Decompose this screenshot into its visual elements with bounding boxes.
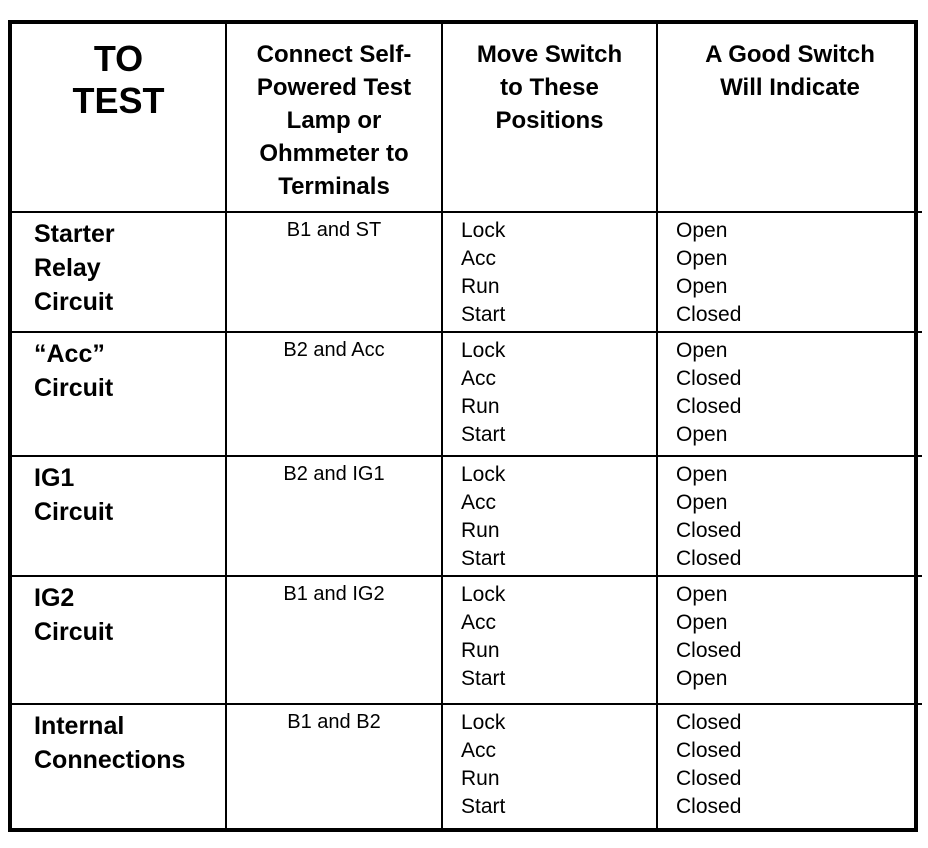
row-name-line: Relay <box>34 254 101 282</box>
row-positions <box>442 212 657 332</box>
header-move <box>442 24 657 212</box>
position: Lock <box>461 583 506 606</box>
row-name <box>12 332 226 456</box>
row-name-line: Internal <box>34 712 125 740</box>
position: Lock <box>461 711 506 734</box>
header-connect <box>226 24 442 212</box>
switch-test-table <box>8 20 918 832</box>
position: Run <box>461 519 500 542</box>
header-move-line: Move Switch <box>476 41 623 68</box>
result: Closed <box>676 367 742 390</box>
result: Closed <box>676 711 742 734</box>
result: Closed <box>676 639 742 662</box>
position: Start <box>461 547 506 570</box>
result: Closed <box>676 303 742 326</box>
table-row <box>12 332 922 456</box>
table-row <box>12 212 922 332</box>
position: Acc <box>461 739 497 762</box>
position: Run <box>461 767 500 790</box>
row-terminals: B2 and Acc <box>226 332 442 456</box>
table-row <box>12 456 922 576</box>
row-name-line: Circuit <box>34 498 114 526</box>
row-name-line: IG1 <box>34 464 75 492</box>
row-positions <box>442 704 657 828</box>
header-to-test <box>12 24 226 212</box>
result: Closed <box>676 519 742 542</box>
table-row <box>12 576 922 704</box>
header-connect-line: Lamp or <box>286 107 382 134</box>
position: Acc <box>461 611 497 634</box>
result: Closed <box>676 547 742 570</box>
result: Open <box>676 611 728 634</box>
result: Closed <box>676 739 742 762</box>
table-row <box>12 704 922 828</box>
result: Open <box>676 463 728 486</box>
header-row <box>12 24 922 212</box>
result: Closed <box>676 767 742 790</box>
header-connect-line: Powered Test <box>256 74 412 101</box>
row-name-line: Starter <box>34 220 115 248</box>
header-indicate-line: A Good Switch <box>705 41 875 68</box>
position: Lock <box>461 219 506 242</box>
row-results <box>657 576 922 704</box>
result: Open <box>676 339 728 362</box>
row-terminals: B1 and IG2 <box>226 576 442 704</box>
row-name-line: Connections <box>34 746 186 774</box>
position: Run <box>461 275 500 298</box>
row-results <box>657 456 922 576</box>
row-terminals: B2 and IG1 <box>226 456 442 576</box>
row-terminals: B1 and B2 <box>226 704 442 828</box>
header-move-line: Positions <box>495 107 604 134</box>
result: Closed <box>676 395 742 418</box>
position: Lock <box>461 339 506 362</box>
row-name <box>12 456 226 576</box>
row-positions <box>442 332 657 456</box>
header-to-test-line: TO <box>93 38 144 79</box>
result: Open <box>676 247 728 270</box>
row-results <box>657 704 922 828</box>
result: Open <box>676 667 728 690</box>
row-positions <box>442 576 657 704</box>
position: Lock <box>461 463 506 486</box>
row-name-line: IG2 <box>34 584 75 612</box>
row-positions <box>442 456 657 576</box>
row-name-line: Circuit <box>34 374 114 402</box>
header-to-test-line: TEST <box>72 80 165 121</box>
result: Open <box>676 423 728 446</box>
position: Start <box>461 303 506 326</box>
row-name <box>12 576 226 704</box>
row-terminals: B1 and ST <box>226 212 442 332</box>
position: Run <box>461 639 500 662</box>
position: Acc <box>461 247 497 270</box>
row-name <box>12 212 226 332</box>
header-move-line: to These <box>500 74 599 101</box>
row-name <box>12 704 226 828</box>
row-name-line: Circuit <box>34 288 114 316</box>
position: Acc <box>461 367 497 390</box>
position: Acc <box>461 491 497 514</box>
position: Start <box>461 667 506 690</box>
position: Run <box>461 395 500 418</box>
position: Start <box>461 423 506 446</box>
header-connect-line: Terminals <box>278 173 390 200</box>
result: Closed <box>676 795 742 818</box>
row-results <box>657 212 922 332</box>
position: Start <box>461 795 506 818</box>
result: Open <box>676 583 728 606</box>
row-name-line: Circuit <box>34 618 114 646</box>
result: Open <box>676 219 728 242</box>
header-indicate <box>657 24 922 212</box>
row-results <box>657 332 922 456</box>
result: Open <box>676 491 728 514</box>
header-connect-line: Ohmmeter to <box>259 140 409 167</box>
result: Open <box>676 275 728 298</box>
test-grid <box>12 24 922 828</box>
header-indicate-line: Will Indicate <box>720 74 860 101</box>
row-name-line: “Acc” <box>34 340 105 368</box>
header-connect-line: Connect Self- <box>256 41 412 68</box>
